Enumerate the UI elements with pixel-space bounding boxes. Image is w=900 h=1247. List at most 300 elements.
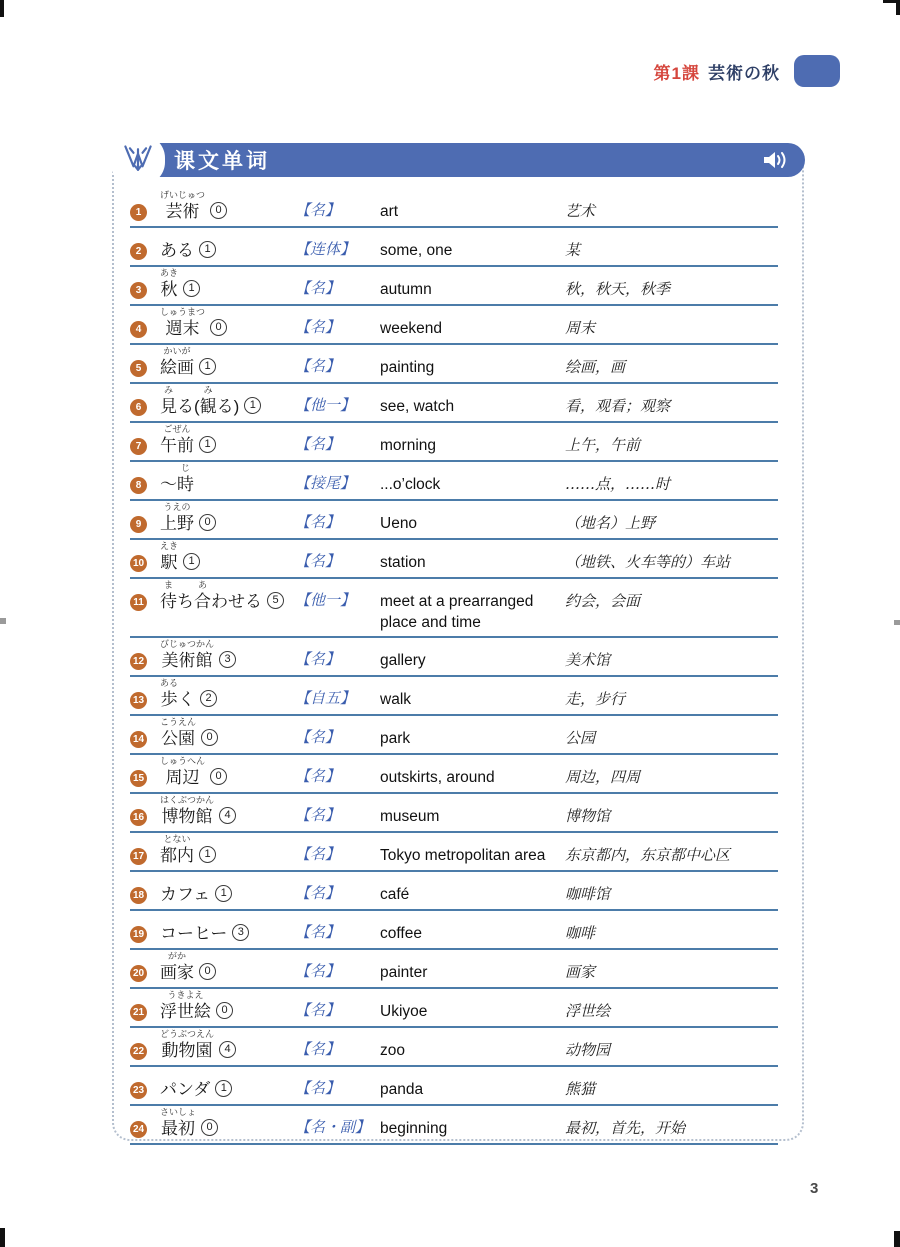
word-base: 午前	[160, 436, 194, 455]
chinese-cell: 动物园	[565, 1041, 611, 1059]
row-number-badge: 1	[130, 204, 147, 221]
row-number-badge: 20	[130, 965, 147, 982]
word-segment	[160, 913, 227, 945]
word-segment	[217, 386, 240, 418]
word-base: る(	[177, 397, 200, 416]
word-cell	[160, 542, 295, 574]
word-segment	[160, 874, 210, 906]
english-cell: outskirts, around	[380, 769, 495, 786]
word-base: 待	[160, 592, 177, 611]
word-segment	[177, 581, 194, 613]
word-segment	[160, 835, 194, 867]
scan-mark-bottom-right	[894, 1231, 900, 1247]
pos-cell: 【名】	[295, 847, 341, 863]
table-row	[130, 716, 778, 755]
english-cell: gallery	[380, 652, 426, 669]
lesson-header	[654, 55, 840, 87]
accent-number: 3	[232, 924, 249, 941]
row-number-cell	[130, 386, 160, 416]
pos-cell: 【名】	[295, 652, 341, 668]
row-number-cell	[130, 913, 160, 943]
row-number-cell	[130, 347, 160, 377]
english-cell: autumn	[380, 281, 432, 298]
table-row	[130, 911, 778, 950]
row-number-cell	[130, 191, 160, 221]
word-segment	[160, 425, 194, 457]
word-base: く	[178, 690, 196, 709]
row-number-cell	[130, 542, 160, 572]
word-base: 周辺	[165, 768, 200, 787]
word-base: 最初	[161, 1119, 195, 1138]
word-base: ち	[177, 592, 194, 611]
table-row	[130, 267, 778, 306]
word-base: 上野	[160, 514, 194, 533]
english-cell: walk	[380, 691, 412, 708]
word-cell	[160, 640, 295, 672]
table-row	[130, 579, 778, 638]
word-cell	[160, 425, 295, 457]
word-cell	[160, 386, 295, 418]
furigana: かいが	[163, 346, 191, 356]
english-cell: Ukiyoe	[380, 1003, 428, 1020]
word-segment	[160, 757, 205, 789]
word-base: コーヒー	[160, 924, 228, 943]
pos-cell: 【名】	[295, 281, 341, 297]
furigana: ごぜん	[163, 424, 191, 434]
word-base: 浮世絵	[160, 1002, 211, 1021]
pos-cell: 【名】	[295, 320, 341, 336]
accent-number: 4	[219, 1041, 236, 1058]
accent-number: 0	[199, 514, 216, 531]
row-number-cell	[130, 1069, 160, 1099]
table-row	[130, 1028, 778, 1067]
scan-mark-top-left	[0, 0, 4, 17]
chinese-cell: 咖啡	[565, 924, 596, 942]
table-row	[130, 755, 778, 794]
furigana: しゅうへん	[160, 756, 206, 766]
pos-cell: 【名】	[295, 515, 341, 531]
table-row	[130, 872, 778, 911]
table-row	[130, 189, 778, 228]
word-base: 芸術	[165, 202, 200, 221]
chinese-cell: （地名）上野	[565, 514, 656, 532]
word-cell	[160, 1030, 295, 1062]
word-segment	[160, 464, 177, 496]
row-number-cell	[130, 679, 160, 709]
vocab-banner	[112, 143, 805, 177]
table-row	[130, 833, 778, 872]
accent-number: 1	[244, 397, 261, 414]
chinese-cell: 周末	[565, 319, 596, 337]
accent-number: 0	[199, 963, 216, 980]
word-segment	[211, 581, 262, 613]
english-cell: ...o’clock	[380, 476, 441, 493]
accent-number: 5	[267, 592, 284, 609]
row-number-badge: 5	[130, 360, 147, 377]
word-base: 画家	[160, 963, 194, 982]
word-base: ～	[160, 475, 177, 494]
chinese-cell: 秋，秋天，秋季	[565, 280, 671, 298]
table-row	[130, 677, 778, 716]
english-cell: see, watch	[380, 398, 455, 415]
scan-mark-right-middle	[894, 620, 900, 625]
english-cell: morning	[380, 437, 436, 454]
word-segment	[160, 386, 177, 418]
pos-cell: 【自五】	[295, 691, 356, 707]
furigana: うえの	[163, 502, 191, 512]
chinese-cell: 公园	[565, 729, 596, 747]
word-cell	[160, 347, 295, 379]
furigana	[177, 386, 200, 395]
row-number-badge: 3	[130, 282, 147, 299]
pos-cell: 【名】	[295, 730, 341, 746]
accent-number: 0	[210, 202, 227, 219]
speaker-icon[interactable]	[763, 149, 789, 171]
word-segment	[160, 191, 205, 223]
furigana	[211, 581, 262, 590]
word-base: 見	[160, 397, 177, 416]
word-segment	[160, 269, 178, 301]
furigana: じ	[180, 463, 190, 473]
word-cell	[160, 191, 295, 223]
word-cell	[160, 464, 295, 496]
row-number-cell	[130, 464, 160, 494]
word-segment	[160, 796, 214, 828]
row-number-badge: 10	[130, 555, 147, 572]
furigana	[178, 679, 195, 688]
row-number-badge: 24	[130, 1121, 147, 1138]
table-row	[130, 384, 778, 423]
banner-logo-bubble	[111, 134, 165, 186]
chinese-cell: 博物馆	[565, 807, 611, 825]
row-number-cell	[130, 425, 160, 455]
pos-cell: 【名・副】	[295, 1120, 371, 1136]
pos-cell: 【名】	[295, 886, 341, 902]
word-segment	[194, 581, 211, 613]
accent-number: 0	[210, 768, 227, 785]
furigana: あき	[160, 268, 179, 278]
row-number-cell	[130, 308, 160, 338]
table-row	[130, 462, 778, 501]
pos-cell: 【名】	[295, 1042, 341, 1058]
row-number-cell	[130, 757, 160, 787]
word-cell	[160, 1069, 295, 1101]
accent-number: 1	[199, 358, 216, 375]
table-row	[130, 1106, 778, 1145]
row-number-badge: 16	[130, 809, 147, 826]
word-segment	[160, 1108, 196, 1140]
pos-cell: 【连体】	[295, 242, 356, 258]
word-segment	[160, 1069, 210, 1101]
chinese-cell: 绘画，画	[565, 358, 626, 376]
furigana	[160, 1069, 210, 1078]
accent-number: 3	[219, 651, 236, 668]
row-number-badge: 19	[130, 926, 147, 943]
word-base: カフェ	[160, 885, 211, 904]
row-number-cell	[130, 1030, 160, 1060]
accent-number: 1	[183, 280, 200, 297]
row-number-badge: 17	[130, 848, 147, 865]
row-number-cell	[130, 874, 160, 904]
word-segment	[160, 581, 177, 613]
furigana: あ	[197, 580, 207, 590]
furigana: うきよえ	[167, 990, 204, 1000]
furigana: ま	[163, 580, 173, 590]
pos-cell: 【他一】	[295, 398, 356, 414]
word-segment	[160, 991, 211, 1023]
banner-title: 课文单词	[174, 150, 270, 173]
table-row	[130, 501, 778, 540]
accent-number: 0	[201, 729, 218, 746]
row-number-badge: 18	[130, 887, 147, 904]
table-row	[130, 306, 778, 345]
table-row	[130, 1067, 778, 1106]
pos-cell: 【名】	[295, 769, 341, 785]
chinese-cell: 咖啡馆	[565, 885, 611, 903]
scan-mark-left-middle	[0, 618, 6, 624]
pos-cell: 【名】	[295, 925, 341, 941]
furigana: げいじゅつ	[160, 190, 206, 200]
furigana: びじゅつかん	[160, 639, 215, 649]
word-segment	[160, 1030, 214, 1062]
furigana: さいしょ	[160, 1107, 197, 1117]
word-base: ある	[160, 241, 194, 260]
pos-cell: 【名】	[295, 808, 341, 824]
pos-cell: 【名】	[295, 554, 341, 570]
chinese-cell: 浮世绘	[565, 1002, 611, 1020]
pos-cell: 【他一】	[295, 593, 356, 609]
word-cell	[160, 503, 295, 535]
origami-crane-icon	[120, 142, 156, 178]
word-cell	[160, 1108, 295, 1140]
accent-number: 1	[199, 241, 216, 258]
accent-number: 1	[199, 436, 216, 453]
word-segment	[160, 679, 178, 711]
scan-mark-bottom-left	[0, 1228, 5, 1247]
word-segment	[160, 542, 178, 574]
lesson-number: 第1課	[653, 63, 700, 83]
furigana: がか	[167, 951, 186, 961]
word-cell	[160, 835, 295, 867]
chinese-cell: 画家	[565, 963, 596, 981]
row-number-badge: 7	[130, 438, 147, 455]
accent-number: 1	[199, 846, 216, 863]
accent-number: 4	[219, 807, 236, 824]
accent-number: 0	[210, 319, 227, 336]
word-base: 美術館	[161, 651, 213, 670]
row-number-badge: 9	[130, 516, 147, 533]
row-number-cell	[130, 835, 160, 865]
word-base: 絵画	[160, 358, 194, 377]
chinese-cell: 美术馆	[565, 651, 611, 669]
english-cell: park	[380, 730, 411, 747]
chinese-cell: 上午，午前	[565, 436, 641, 454]
furigana	[160, 230, 194, 239]
row-number-badge: 22	[130, 1043, 147, 1060]
scan-mark-top-right	[883, 0, 900, 15]
vocab-table	[130, 189, 778, 1145]
word-cell	[160, 230, 295, 262]
row-number-cell	[130, 796, 160, 826]
pos-cell: 【名】	[295, 203, 341, 219]
row-number-badge: 11	[130, 594, 147, 611]
word-segment	[160, 640, 214, 672]
accent-number: 1	[215, 885, 232, 902]
word-segment	[200, 386, 217, 418]
row-number-cell	[130, 718, 160, 748]
chinese-cell: 约会，会面	[565, 592, 641, 610]
word-cell	[160, 952, 295, 984]
english-cell: beginning	[380, 1120, 448, 1137]
english-cell: coffee	[380, 925, 422, 942]
word-base: パンダ	[160, 1080, 211, 1099]
word-base: 公園	[161, 729, 195, 748]
word-base: 合	[194, 592, 211, 611]
pos-cell: 【名】	[295, 1003, 341, 1019]
table-row	[130, 638, 778, 677]
furigana: はくぶつかん	[160, 795, 215, 805]
page-number: 3	[810, 1180, 819, 1197]
furigana	[177, 581, 194, 590]
pos-cell: 【接尾】	[295, 476, 356, 492]
word-base: 都内	[160, 846, 194, 865]
english-cell: station	[380, 554, 426, 571]
word-segment	[160, 718, 196, 750]
chinese-cell: 艺术	[565, 202, 596, 220]
furigana: み	[163, 385, 173, 395]
furigana	[160, 464, 177, 473]
word-cell	[160, 796, 295, 828]
word-cell	[160, 308, 295, 340]
table-row	[130, 989, 778, 1028]
lesson-tab-marker	[794, 55, 840, 87]
accent-number: 0	[216, 1002, 233, 1019]
row-number-badge: 4	[130, 321, 147, 338]
word-cell	[160, 874, 295, 906]
chinese-cell: 走，步行	[565, 690, 626, 708]
row-number-badge: 15	[130, 770, 147, 787]
accent-number: 2	[200, 690, 217, 707]
table-row	[130, 345, 778, 384]
word-base: 動物園	[161, 1041, 213, 1060]
row-number-badge: 12	[130, 653, 147, 670]
word-segment	[177, 386, 200, 418]
row-number-badge: 2	[130, 243, 147, 260]
furigana: ある	[160, 678, 179, 688]
row-number-cell	[130, 640, 160, 670]
english-cell: meet at a prearranged place and time	[380, 593, 534, 631]
table-row	[130, 540, 778, 579]
chinese-cell: 某	[565, 241, 581, 259]
word-cell	[160, 581, 295, 613]
english-cell: café	[380, 886, 410, 903]
word-segment	[160, 230, 194, 262]
english-cell: zoo	[380, 1042, 405, 1059]
furigana: どうぶつえん	[160, 1029, 215, 1039]
table-row	[130, 228, 778, 267]
chinese-cell: （地铁、火车等的）车站	[565, 553, 731, 571]
word-cell	[160, 991, 295, 1023]
chinese-cell: 周边，四周	[565, 768, 641, 786]
english-cell: weekend	[380, 320, 443, 337]
furigana: しゅうまつ	[160, 307, 206, 317]
word-base: 時	[177, 475, 194, 494]
table-row	[130, 423, 778, 462]
row-number-cell	[130, 503, 160, 533]
english-cell: museum	[380, 808, 440, 825]
row-number-badge: 6	[130, 399, 147, 416]
word-segment	[160, 347, 194, 379]
pos-cell: 【名】	[295, 359, 341, 375]
row-number-badge: 8	[130, 477, 147, 494]
chinese-cell: ……点，……时	[565, 475, 671, 493]
lesson-title: 芸術の秋	[708, 63, 780, 83]
word-cell	[160, 679, 295, 711]
word-segment	[177, 464, 194, 496]
word-base: 秋	[160, 280, 178, 299]
english-cell: Ueno	[380, 515, 418, 532]
english-cell: Tokyo metropolitan area	[380, 847, 546, 864]
word-base: 歩	[160, 690, 178, 709]
english-cell: painting	[380, 359, 435, 376]
english-cell: panda	[380, 1081, 424, 1098]
english-cell: painter	[380, 964, 428, 981]
word-segment	[178, 679, 195, 711]
row-number-badge: 13	[130, 692, 147, 709]
chinese-cell: 熊猫	[565, 1080, 596, 1098]
pos-cell: 【名】	[295, 1081, 341, 1097]
word-base: 駅	[160, 553, 178, 572]
word-cell	[160, 913, 295, 945]
word-base: 観	[199, 397, 217, 416]
word-segment	[160, 503, 194, 535]
chinese-cell: 看，观看；观察	[565, 397, 671, 415]
furigana: み	[203, 385, 213, 395]
accent-number: 1	[183, 553, 200, 570]
furigana	[160, 913, 227, 922]
word-cell	[160, 269, 295, 301]
accent-number: 0	[201, 1119, 218, 1136]
word-segment	[160, 952, 194, 984]
accent-number: 1	[215, 1080, 232, 1097]
english-cell: some, one	[380, 242, 453, 259]
row-number-cell	[130, 991, 160, 1021]
word-cell	[160, 718, 295, 750]
pos-cell: 【名】	[295, 437, 341, 453]
word-segment	[160, 308, 205, 340]
word-base: る)	[216, 397, 240, 416]
furigana	[217, 386, 240, 395]
row-number-badge: 14	[130, 731, 147, 748]
row-number-badge: 21	[130, 1004, 147, 1021]
chinese-cell: 东京都内，东京都中心区	[565, 846, 731, 864]
pos-cell: 【名】	[295, 964, 341, 980]
furigana: とない	[163, 834, 191, 844]
row-number-cell	[130, 1108, 160, 1138]
english-cell: art	[380, 203, 399, 220]
table-row	[130, 794, 778, 833]
furigana: こうえん	[160, 717, 197, 727]
row-number-cell	[130, 230, 160, 260]
furigana: えき	[160, 541, 179, 551]
word-base: 博物館	[161, 807, 213, 826]
word-base: 週末	[165, 319, 200, 338]
word-base: わせる	[211, 592, 262, 611]
word-cell	[160, 757, 295, 789]
table-row	[130, 950, 778, 989]
chinese-cell: 最初，首先，开始	[565, 1119, 686, 1137]
row-number-cell	[130, 269, 160, 299]
